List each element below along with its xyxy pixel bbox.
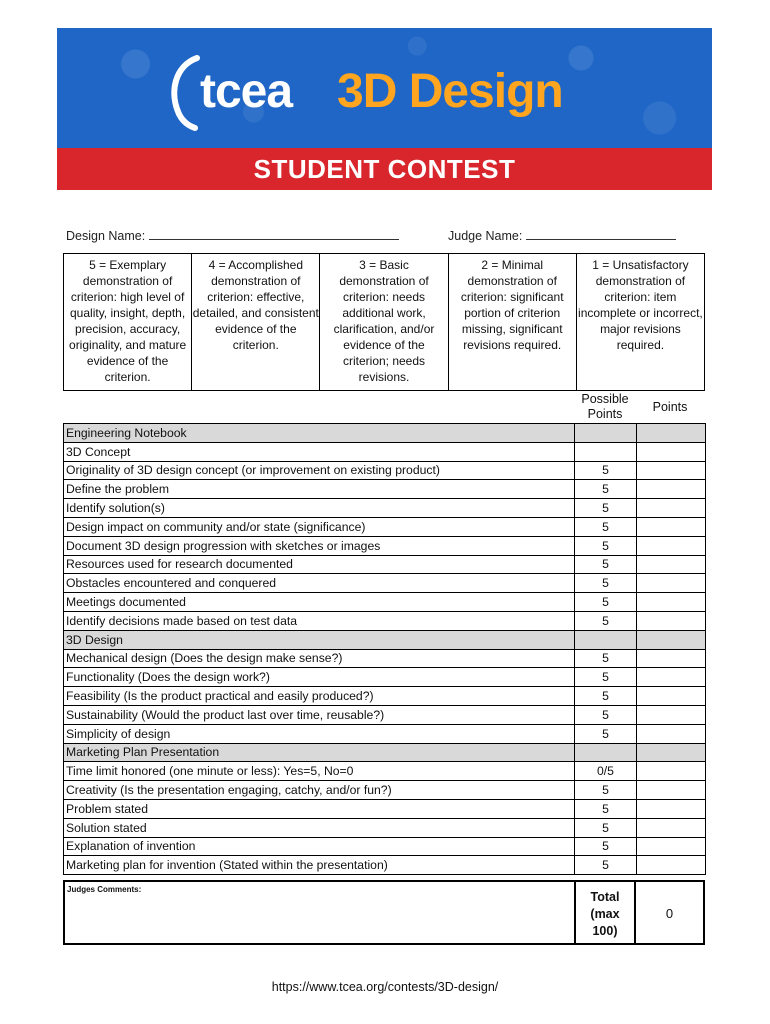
scale-2: 2 = Minimal demonstration of criterion: significant portion of criterion missing, significant revisions required.: [449, 254, 577, 390]
points-cell[interactable]: [637, 424, 706, 443]
scoring-scale: [63, 253, 705, 391]
table-row: [64, 705, 706, 724]
criterion-label: Identify solution(s): [64, 499, 575, 518]
points-header: Points: [652, 400, 688, 414]
points-cell[interactable]: [637, 611, 706, 630]
scale-4: 4 = Accomplished demonstration of criterion: effective, detailed, and consistent evidence of the criterion.: [192, 254, 320, 390]
scale-1: 1 = Unsatisfactory demonstration of criterion: item incomplete or incorrect, major revisions required.: [578, 258, 703, 352]
points-cell[interactable]: [637, 574, 706, 593]
criterion-label: Design impact on community and/or state (significance): [64, 517, 575, 536]
judges-comments-label: Judges Comments:: [67, 885, 142, 894]
possible-points-cell: 0/5: [575, 762, 637, 781]
points-cell[interactable]: [637, 781, 706, 800]
design-name-line[interactable]: [149, 227, 399, 240]
total-label: [574, 880, 636, 945]
points-cell[interactable]: [637, 837, 706, 856]
table-row: [64, 818, 706, 837]
possible-points-cell: [575, 442, 637, 461]
table-row: [64, 799, 706, 818]
possible-points-cell: 5: [575, 856, 637, 875]
points-cell[interactable]: [637, 799, 706, 818]
brand-3d-design: 3D Design: [337, 65, 563, 118]
criterion-label: Functionality (Does the design work?): [64, 668, 575, 687]
points-cell[interactable]: [637, 687, 706, 706]
table-row: [64, 687, 706, 706]
criterion-label: Mechanical design (Does the design make sense?): [64, 649, 575, 668]
criterion-label: Define the problem: [64, 480, 575, 499]
criterion-label: Feasibility (Is the product practical and easily produced?): [64, 687, 575, 706]
possible-points-cell: [575, 630, 637, 649]
section-row: [64, 424, 706, 443]
judge-name-label: Judge Name:: [448, 229, 523, 243]
criterion-label: Problem stated: [64, 799, 575, 818]
criterion-label: Time limit honored (one minute or less): Yes=5, No=0: [64, 762, 575, 781]
table-row: [64, 555, 706, 574]
table-row: [64, 837, 706, 856]
points-cell[interactable]: [637, 499, 706, 518]
points-cell[interactable]: [637, 536, 706, 555]
points-cell[interactable]: [637, 461, 706, 480]
possible-points-cell: 5: [575, 593, 637, 612]
section-row: [64, 743, 706, 762]
criterion-label: Obstacles encountered and conquered: [64, 574, 575, 593]
table-row: [64, 668, 706, 687]
criterion-label: Explanation of invention: [64, 837, 575, 856]
judges-comments-box[interactable]: [63, 880, 574, 945]
footer-url[interactable]: https://www.tcea.org/contests/3D-design/: [271, 980, 499, 994]
judge-name-line[interactable]: [526, 227, 676, 240]
table-row: [64, 649, 706, 668]
section-row: [64, 630, 706, 649]
table-row: [64, 574, 706, 593]
points-cell[interactable]: [637, 517, 706, 536]
points-cell[interactable]: [637, 856, 706, 875]
table-row: [64, 517, 706, 536]
possible-points-cell: 5: [575, 649, 637, 668]
table-row: [64, 724, 706, 743]
criterion-label: Meetings documented: [64, 593, 575, 612]
table-row: [64, 442, 706, 461]
possible-points-cell: 5: [575, 480, 637, 499]
possible-points-cell: 5: [575, 724, 637, 743]
table-row: [64, 611, 706, 630]
possible-points-cell: 5: [575, 574, 637, 593]
total-value[interactable]: 0: [636, 880, 705, 945]
possible-points-cell: 5: [575, 611, 637, 630]
criterion-label: Originality of 3D design concept (or improvement on existing product): [64, 461, 575, 480]
criterion-label: Solution stated: [64, 818, 575, 837]
possible-points-cell: 5: [575, 555, 637, 574]
criterion-label: Sustainability (Would the product last over time, reusable?): [64, 705, 575, 724]
possible-points-cell: 5: [575, 461, 637, 480]
criterion-label: 3D Design: [64, 630, 575, 649]
points-cell[interactable]: [637, 762, 706, 781]
table-row: [64, 781, 706, 800]
possible-points-cell: 5: [575, 781, 637, 800]
criterion-label: Simplicity of design: [64, 724, 575, 743]
criterion-label: Marketing Plan Presentation: [64, 743, 575, 762]
table-row: [64, 499, 706, 518]
criterion-label: Resources used for research documented: [64, 555, 575, 574]
possible-points-cell: 5: [575, 687, 637, 706]
points-cell[interactable]: [637, 705, 706, 724]
scale-3: 3 = Basic demonstration of criterion: needs additional work, clarification, and/or evidence of the criterion; needs revisions.: [320, 254, 448, 390]
criterion-label: Creativity (Is the presentation engaging, catchy, and/or fun?): [64, 781, 575, 800]
points-cell[interactable]: [637, 724, 706, 743]
total-label-line2: (max: [590, 907, 620, 921]
criterion-label: 3D Concept: [64, 442, 575, 461]
points-cell[interactable]: [637, 630, 706, 649]
points-cell[interactable]: [637, 480, 706, 499]
possible-points-cell: [575, 743, 637, 762]
possible-points-cell: 5: [575, 668, 637, 687]
rubric-table: [63, 423, 706, 875]
scale-5: 5 = Exemplary demonstration of criterion: high level of quality, insight, depth, precision, accuracy, originality, and mature evidence of the criterion.: [64, 254, 192, 390]
table-row: [64, 593, 706, 612]
possible-points-cell: 5: [575, 536, 637, 555]
points-cell[interactable]: [637, 743, 706, 762]
possible-points-cell: 5: [575, 818, 637, 837]
table-row: [64, 461, 706, 480]
total-label-line3: 100): [592, 924, 618, 938]
contest-banner: [57, 28, 712, 190]
table-row: [64, 480, 706, 499]
design-name-field[interactable]: [66, 227, 399, 243]
criterion-label: Engineering Notebook: [64, 424, 575, 443]
possible-points-cell: 5: [575, 705, 637, 724]
points-cell[interactable]: [637, 818, 706, 837]
design-name-label: Design Name:: [66, 229, 146, 243]
banner-subtitle: STUDENT CONTEST: [253, 154, 516, 184]
table-row: [64, 536, 706, 555]
criterion-label: Marketing plan for invention (Stated within the presentation): [64, 856, 575, 875]
total-label-line1: Total: [590, 890, 620, 904]
criterion-label: Identify decisions made based on test data: [64, 611, 575, 630]
possible-points-cell: [575, 424, 637, 443]
table-row: [64, 762, 706, 781]
possible-points-cell: 5: [575, 799, 637, 818]
table-row: [64, 856, 706, 875]
possible-points-cell: 5: [575, 837, 637, 856]
possible-points-header: Possible Points: [581, 392, 629, 421]
judge-name-field[interactable]: [448, 227, 676, 243]
criterion-label: Document 3D design progression with sketches or images: [64, 536, 575, 555]
possible-points-cell: 5: [575, 499, 637, 518]
points-cell[interactable]: [637, 593, 706, 612]
possible-points-cell: 5: [575, 517, 637, 536]
points-cell[interactable]: [637, 442, 706, 461]
points-cell[interactable]: [637, 555, 706, 574]
points-cell[interactable]: [637, 668, 706, 687]
points-cell[interactable]: [637, 649, 706, 668]
brand-tcea: tcea: [200, 65, 293, 118]
